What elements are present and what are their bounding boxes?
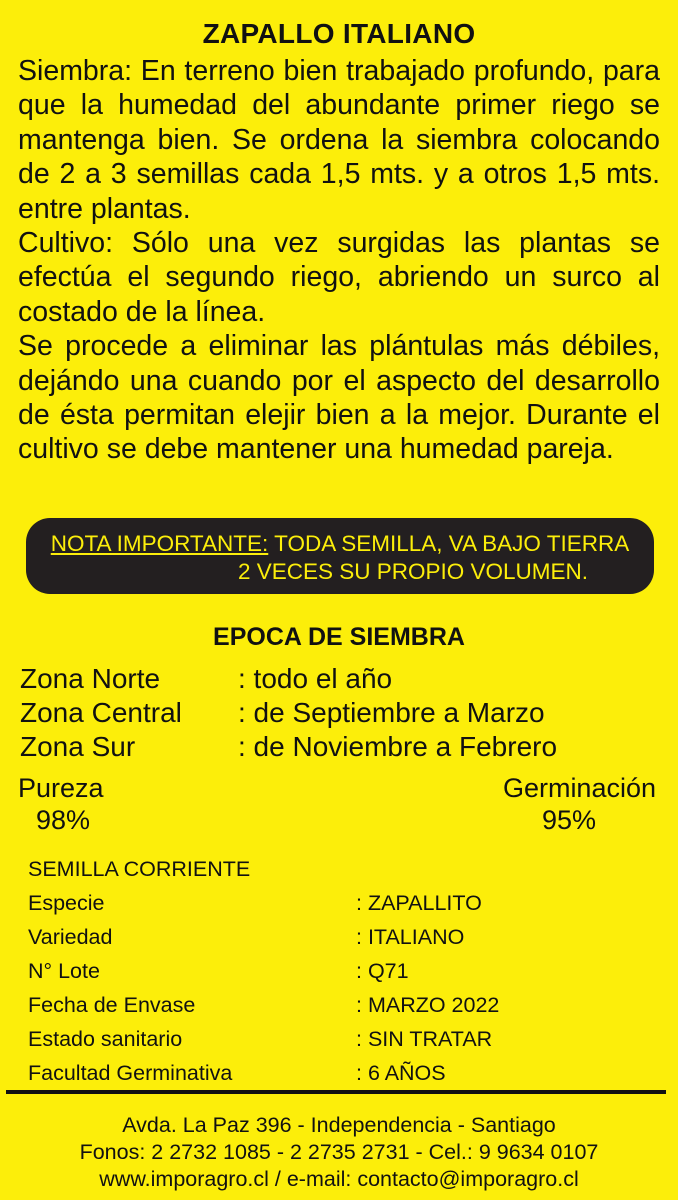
- spec-label: Variedad: [28, 925, 113, 949]
- spec-value: : Q71: [356, 959, 409, 983]
- note-text-1: TODA SEMILLA, VA BAJO TIERRA: [274, 531, 630, 556]
- spec-value: : 6 AÑOS: [356, 1061, 446, 1085]
- spec-row: [28, 988, 499, 1022]
- instructions-text: [18, 54, 660, 467]
- spec-label: N° Lote: [28, 959, 100, 983]
- spec-heading: SEMILLA CORRIENTE: [28, 857, 251, 881]
- zone-list: [20, 662, 557, 764]
- zone-period: : de Noviembre a Febrero: [238, 731, 558, 762]
- zone-name: Zona Norte: [20, 663, 161, 694]
- footer-address: Avda. La Paz 396 - Independencia - Santiago: [122, 1113, 556, 1137]
- season-title: EPOCA DE SIEMBRA: [213, 623, 465, 651]
- germination-label: Germinación: [502, 773, 656, 803]
- footer-phones: Fonos: 2 2732 1085 - 2 2735 2731 - Cel.: 9 9634 0107: [79, 1140, 599, 1164]
- purity-value: 98%: [36, 805, 91, 835]
- spec-value: : ZAPALLITO: [356, 891, 482, 915]
- product-title: ZAPALLO ITALIANO: [202, 18, 476, 49]
- germination-value: 95%: [541, 805, 596, 835]
- spec-value: : ITALIANO: [356, 925, 465, 949]
- note-line-2: [26, 558, 654, 586]
- spec-label: Estado sanitario: [28, 1027, 183, 1051]
- purity-block: [18, 772, 104, 836]
- spec-row: [28, 920, 499, 954]
- spec-label: Fecha de Envase: [28, 993, 196, 1017]
- spec-row: [28, 954, 499, 988]
- seed-spec-table: [28, 852, 499, 1090]
- spec-row: [28, 886, 499, 920]
- spec-row: [28, 1056, 499, 1090]
- divider: [6, 1090, 666, 1094]
- zone-period: : todo el año: [238, 663, 393, 694]
- note-line-1: [26, 530, 654, 558]
- spec-label: Facultad Germinativa: [28, 1061, 233, 1085]
- thinning-paragraph: Se procede a eliminar las plántulas más débiles, dejándo una cuando por el aspecto del desarrollo de ésta permitan elejir bien a la mejor. Durante el cultivo se debe mantener una humedad pareja.: [18, 330, 660, 466]
- zone-name: Zona Central: [20, 697, 182, 728]
- zone-row: [20, 662, 557, 696]
- sowing-paragraph: Siembra: En terreno bien trabajado profundo, para que la humedad del abundante primer riego se mantenga bien. Se ordena la siembra colocando de 2 a 3 semillas cada 1,5 mts. y a otros 1,5 mts. entre plantas.: [18, 55, 660, 225]
- zone-row: [20, 696, 557, 730]
- zone-name: Zona Sur: [20, 731, 136, 762]
- note-text-2: 2 VECES SU PROPIO VOLUMEN.: [237, 559, 589, 584]
- footer-web: www.imporagro.cl / e-mail: contacto@imporagro.cl: [99, 1167, 579, 1191]
- germination-block: [503, 772, 656, 836]
- spec-value: : MARZO 2022: [356, 993, 500, 1017]
- zone-period: : de Septiembre a Marzo: [238, 697, 545, 728]
- zone-row: [20, 730, 557, 764]
- cultivation-paragraph: Cultivo: Sólo una vez surgidas las plantas se efectúa el segundo riego, abriendo un surco al costado de la línea.: [18, 227, 660, 328]
- spec-value: : SIN TRATAR: [356, 1027, 493, 1051]
- spec-label: Especie: [28, 891, 105, 915]
- footer: [0, 1112, 678, 1193]
- important-note-box: [26, 518, 654, 594]
- note-label: NOTA IMPORTANTE:: [50, 531, 269, 556]
- spec-row: [28, 1022, 499, 1056]
- purity-label: Pureza: [18, 773, 104, 803]
